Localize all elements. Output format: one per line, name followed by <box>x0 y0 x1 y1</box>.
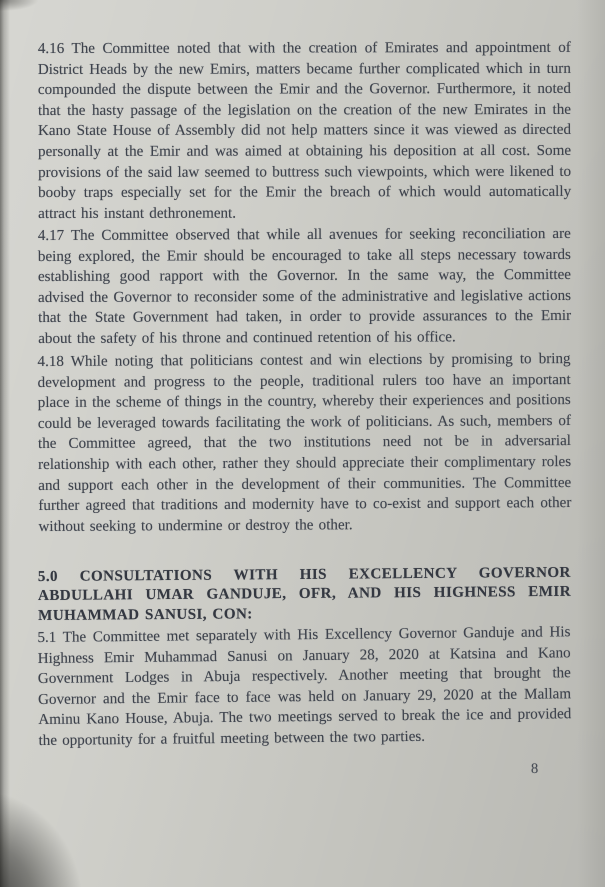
paragraph-4-16: 4.16 The Committee noted that with the creation of Emirates and appointment of District Heads by the new Emirs, matters became further complicated which in turn compounded the dispute between the Emir and the Governor. Furthermore, it noted that the hasty passage of the legislation on the creation of the new Emirates in the Kano State House of Assembly did not help matters since it was viewed as directed personally at the Emir and was aimed at obtaining his deposition at all cost. Some provisions of the said law seemed to buttress such viewpoints, which were likened to booby traps especially set for the Emir the breach of which would automatically attract his instant dethronement. <box>37 39 572 222</box>
page-number: 8 <box>530 760 539 778</box>
document-text-block <box>38 39 571 754</box>
paragraph-5-1: 5.1 The Committee met separately with His Excellency Governor Ganduje and His Highness Emir Muhammad Sanusi on January 28, 2020 at Katsina and Kano Government Lodges in Abuja respectively. Another meeting that brought the Governor and the Emir face to face was held on January 29, 2020 at the Mallam Aminu Kano House, Abuja. The two meetings served to break the ice and provided the opportunity for a fruitful meeting between the two parties. <box>37 624 572 750</box>
paragraph-4-18: 4.18 While noting that politicians contest and win elections by promising to bring development and progress to the people, traditional rulers too have an important place in the scheme of things in the country, whereby their experiences and positions could be leveraged towards facilitating the work of politicians. As such, members of the Committee agreed, that the two institutions need not be in adversarial relationship with each other, rather they should appreciate their complimentary roles and support each other in the development of their communities. The Committee further agreed that traditions and modernity have to co-exist and support each other without seeking to undermine or destroy the other. <box>37 350 572 535</box>
section-heading-line-3: MUHAMMAD SANUSI, CON: <box>38 606 253 625</box>
section-heading-line-2: ABDULLAHI UMAR GANDUJE, OFR, AND HIS HIGHNESS EMIR <box>37 584 572 605</box>
paragraph-4-17: 4.17 The Committee observed that while all avenues for seeking reconciliation are being explored, the Emir should be encouraged to take all steps necessary towards establishing good rapport with the Governor. In the same way, the Committee advised the Governor to reconsider some of the administrative and legislative actions that the State Government had taken, in order to provide assurances to the Emir about the safety of his throne and continued retention of his office. <box>37 226 572 348</box>
section-heading-5-0 <box>38 564 571 626</box>
section-heading-line-1: 5.0 CONSULTATIONS WITH HIS EXCELLENCY GOVERNOR <box>37 565 571 586</box>
